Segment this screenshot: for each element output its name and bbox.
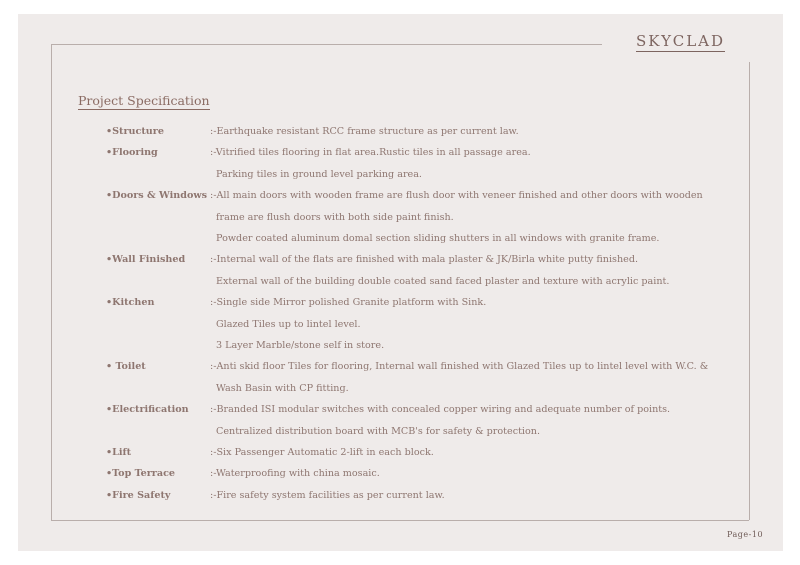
spec-text-line: :-Anti skid floor Tiles for flooring, Internal wall finished with Glazed Tiles up to lintel level with W.C. & <box>210 361 709 373</box>
spec-text-line: External wall of the building double coated sand faced plaster and texture with acrylic paint. <box>216 275 670 287</box>
spec-label: •Doors & Windows <box>106 190 208 202</box>
spec-label: •Electrification <box>106 404 189 416</box>
spec-text-line: :-Waterproofing with china mosaic. <box>210 468 380 480</box>
spec-label: •Structure <box>106 126 164 137</box>
frame-right-border <box>749 62 750 520</box>
spec-text-line: :-Vitrified tiles flooring in flat area.Rustic tiles in all passage area. <box>210 147 531 159</box>
spec-text-line: 3 Layer Marble/stone self in store. <box>216 340 385 351</box>
spec-text-line: Glazed Tiles up to lintel level. <box>216 318 361 330</box>
frame-bottom-border <box>51 520 749 521</box>
spec-text-line: Centralized distribution board with MCB's for safety & protection. <box>216 425 540 437</box>
spec-text-line: Wash Basin with CP fitting. <box>216 382 349 394</box>
spec-label: •Fire Safety <box>106 489 171 501</box>
spec-text-line: Powder coated aluminum domal section sliding shutters in all windows with granite frame. <box>216 233 660 244</box>
spec-text-line: :-Fire safety system facilities as per current law. <box>210 489 445 501</box>
page-title: Project Specification <box>78 93 210 108</box>
spec-text-line: :-Earthquake resistant RCC frame structure as per current law. <box>210 126 519 137</box>
spec-text-line: :-All main doors with wooden frame are flush door with veneer finished and other doors with wooden <box>210 190 703 202</box>
spec-label: •Top Terrace <box>106 468 176 480</box>
brand-logo-text: SKYCLAD <box>636 32 726 50</box>
spec-label: •Wall Finished <box>106 254 186 266</box>
spec-text-line: :-Six Passenger Automatic 2-lift in each block. <box>210 447 434 458</box>
frame-top-border <box>51 44 602 45</box>
spec-label: • Toilet <box>106 361 146 373</box>
spec-label: •Flooring <box>106 147 158 159</box>
spec-label: •Lift <box>106 447 132 458</box>
page-number: Page-10 <box>727 530 764 539</box>
spec-text-line: :-Single side Mirror polished Granite platform with Sink. <box>210 297 487 309</box>
spec-text-line: Parking tiles in ground level parking area. <box>216 168 422 180</box>
spec-text-line: :-Branded ISI modular switches with concealed copper wiring and adequate number of points. <box>210 404 671 416</box>
spec-text-line: frame are flush doors with both side paint finish. <box>216 211 454 223</box>
spec-label: •Kitchen <box>106 297 155 309</box>
spec-text-line: :-Internal wall of the flats are finished with mala plaster & JK/Birla white putty finished. <box>210 254 639 266</box>
frame-left-border <box>51 44 52 520</box>
